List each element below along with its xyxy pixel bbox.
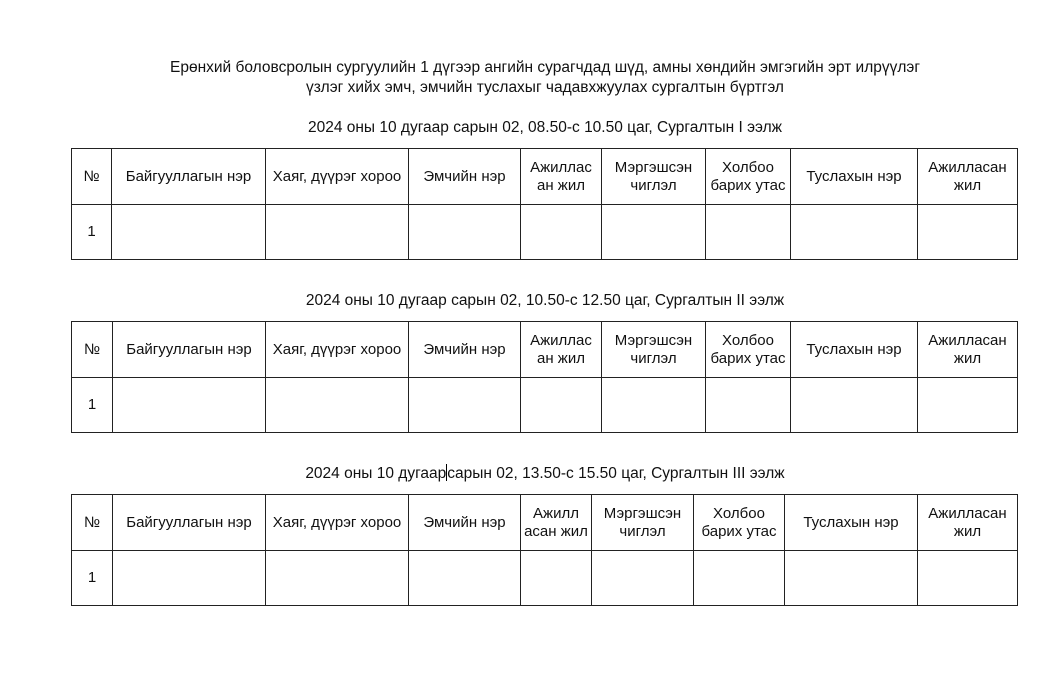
col-doctor-name-header: Эмчийн нэр — [409, 495, 521, 551]
session-3-heading — [0, 464, 1050, 484]
title-line-1: Ерөнхий боловсролын сургуулийн 1 дүгээр ангийн сурагчдад шүд, амны хөндийн эмгэгийн эрт илрүүлэг — [170, 59, 920, 76]
specialty-cell[interactable] — [602, 378, 706, 433]
header-row — [72, 149, 1018, 205]
row-number-cell[interactable]: 1 — [72, 551, 113, 606]
row-number-cell[interactable]: 1 — [72, 378, 113, 433]
col-assistant-years-header: Ажилласан жил — [918, 322, 1018, 378]
assistant-years-cell[interactable] — [918, 205, 1018, 260]
table-row — [72, 551, 1018, 606]
col-phone-header: Холбоо барих утас — [694, 495, 785, 551]
session-1-heading: 2024 оны 10 дугаар сарын 02, 08.50-с 10.50 цаг, Сургалтын I ээлж — [307, 119, 783, 136]
session-3-heading-part-2: сарын 02, 13.50-с 15.50 цаг, Сургалтын III ээлж — [447, 465, 785, 482]
assistant-name-cell[interactable] — [785, 551, 918, 606]
phone-cell[interactable] — [706, 205, 791, 260]
col-number-header: № — [72, 322, 113, 378]
address-cell[interactable] — [266, 378, 409, 433]
phone-cell[interactable] — [706, 378, 791, 433]
row-number-cell[interactable]: 1 — [72, 205, 112, 260]
doctor-name-cell[interactable] — [409, 551, 521, 606]
col-specialty-header: Мэргэшсэн чиглэл — [602, 322, 706, 378]
col-doctor-years-header: Ажиллас ан жил — [521, 149, 602, 205]
doctor-years-cell[interactable] — [521, 551, 592, 606]
header-row — [72, 495, 1018, 551]
col-specialty-header: Мэргэшсэн чиглэл — [592, 495, 694, 551]
organization-cell[interactable] — [112, 205, 266, 260]
header-row — [72, 322, 1018, 378]
col-address-header: Хаяг, дүүрэг хороо — [266, 149, 409, 205]
table-row — [72, 205, 1018, 260]
title-line-2: үзлэг хийх эмч, эмчийн туслахыг чадавхжуулах сургалтын бүртгэл — [306, 79, 784, 96]
specialty-cell[interactable] — [592, 551, 694, 606]
assistant-name-cell[interactable] — [791, 378, 918, 433]
col-organization-header: Байгууллагын нэр — [113, 322, 266, 378]
table-row — [72, 378, 1018, 433]
organization-cell[interactable] — [113, 551, 266, 606]
doctor-name-cell[interactable] — [409, 205, 521, 260]
assistant-years-cell[interactable] — [918, 551, 1018, 606]
doctor-name-cell[interactable] — [409, 378, 521, 433]
col-specialty-header: Мэргэшсэн чиглэл — [602, 149, 706, 205]
doctor-years-cell[interactable] — [521, 205, 602, 260]
col-organization-header: Байгууллагын нэр — [113, 495, 266, 551]
col-doctor-name-header: Эмчийн нэр — [409, 149, 521, 205]
col-doctor-name-header: Эмчийн нэр — [409, 322, 521, 378]
session-2-heading: 2024 оны 10 дугаар сарын 02, 10.50-с 12.50 цаг, Сургалтын II ээлж — [305, 292, 785, 309]
col-assistant-years-header: Ажилласан жил — [918, 495, 1018, 551]
document-title — [0, 58, 1050, 98]
col-phone-header: Холбоо барих утас — [706, 149, 791, 205]
col-phone-header: Холбоо барих утас — [706, 322, 791, 378]
col-address-header: Хаяг, дүүрэг хороо — [266, 495, 409, 551]
col-assistant-name-header: Туслахын нэр — [785, 495, 918, 551]
session-1-table — [71, 148, 1018, 260]
specialty-cell[interactable] — [602, 205, 706, 260]
assistant-years-cell[interactable] — [918, 378, 1018, 433]
address-cell[interactable] — [266, 551, 409, 606]
col-assistant-name-header: Туслахын нэр — [791, 149, 918, 205]
organization-cell[interactable] — [113, 378, 266, 433]
col-doctor-years-header: Ажилл асан жил — [521, 495, 592, 551]
phone-cell[interactable] — [694, 551, 785, 606]
col-number-header: № — [72, 149, 112, 205]
assistant-name-cell[interactable] — [791, 205, 918, 260]
session-3-table — [71, 494, 1018, 606]
col-assistant-years-header: Ажилласан жил — [918, 149, 1018, 205]
doctor-years-cell[interactable] — [521, 378, 602, 433]
col-organization-header: Байгууллагын нэр — [112, 149, 266, 205]
col-assistant-name-header: Туслахын нэр — [791, 322, 918, 378]
col-doctor-years-header: Ажиллас ан жил — [521, 322, 602, 378]
session-2-table — [71, 321, 1018, 433]
col-number-header: № — [72, 495, 113, 551]
address-cell[interactable] — [266, 205, 409, 260]
session-3-heading-part-1: 2024 оны 10 дугаар — [305, 465, 447, 482]
col-address-header: Хаяг, дүүрэг хороо — [266, 322, 409, 378]
